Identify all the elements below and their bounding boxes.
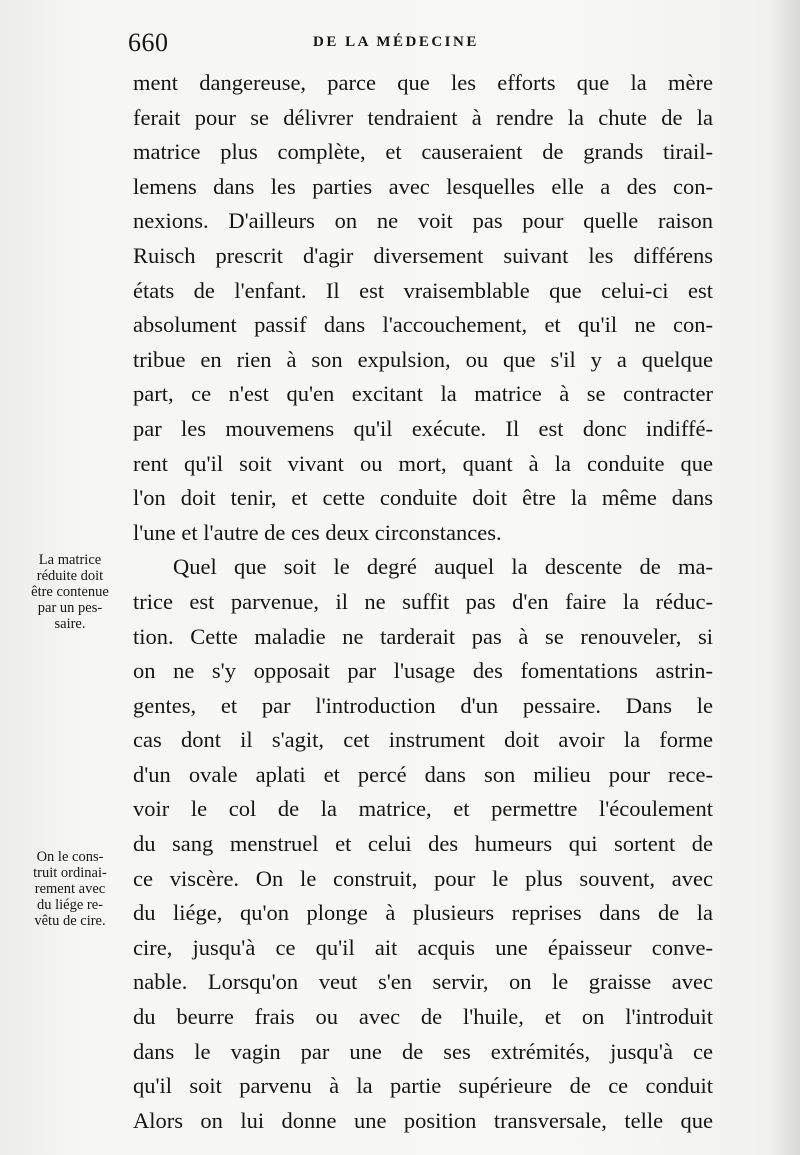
text-line: du beurre frais ou avec de l'huile, et on l'introduit: [133, 1004, 713, 1030]
text-line: cire, jusqu'à ce qu'il ait acquis une épaisseur conve-: [133, 934, 713, 960]
margin-note-line: rement avec: [34, 881, 106, 897]
margin-note-line: La matrice: [38, 552, 102, 568]
margin-note-line: vêtu de cire.: [34, 913, 106, 929]
text-line: l'on doit tenir, et cette conduite doit être la même dans: [133, 485, 713, 511]
text-line: nexions. D'ailleurs on ne voit pas pour quelle raison: [133, 208, 713, 234]
text-line: du liége, qu'on plonge à plusieurs reprises dans de la: [133, 900, 713, 926]
text-line: par les mouvemens qu'il exécute. Il est donc indiffé-: [133, 415, 713, 441]
margin-note: [16, 849, 124, 929]
text-line: tion. Cette maladie ne tarderait pas à se renouveler, si: [133, 623, 713, 649]
running-head: DE LA MÉDECINE: [313, 34, 479, 50]
margin-note-line: truit ordinai-: [33, 865, 107, 881]
text-line: ferait pour se délivrer tendraient à rendre la chute de la: [133, 104, 713, 130]
margin-note-line: du liége re-: [36, 897, 104, 913]
margin-note: [16, 552, 124, 632]
text-line: cas dont il s'agit, cet instrument doit avoir la forme: [133, 727, 713, 753]
text-line: dans le vagin par une de ses extrémités, jusqu'à ce: [133, 1038, 713, 1064]
page-header: [128, 28, 718, 58]
margin-note-line: On le cons-: [36, 849, 104, 865]
text-line: part, ce n'est qu'en excitant la matrice à se contracter: [133, 381, 713, 407]
text-line: Alors on lui donne une position transversale, telle que: [133, 1107, 713, 1133]
text-line: l'une et l'autre de ces deux circonstances.: [133, 519, 502, 545]
text-line: absolument passif dans l'accouchement, et qu'il ne con-: [133, 312, 713, 338]
text-line: états de l'enfant. Il est vraisemblable que celui-ci est: [133, 277, 713, 303]
margin-note-line: saire.: [54, 616, 86, 632]
text-line: tribue en rien à son expulsion, ou que s'il y a quelque: [133, 346, 713, 372]
text-line: Quel que soit le degré auquel la descente de ma-: [173, 554, 713, 580]
text-line: nable. Lorsqu'on veut s'en servir, on le graisse avec: [133, 969, 713, 995]
page-number: 660: [128, 28, 169, 57]
text-line: du sang menstruel et celui des humeurs qui sortent de: [133, 831, 713, 857]
text-line: ment dangereuse, parce que les efforts que la mère: [133, 70, 713, 95]
text-line: Ruisch prescrit d'agir diversement suivant les différens: [133, 242, 713, 268]
text-line: gentes, et par l'introduction d'un pessaire. Dans le: [133, 692, 713, 718]
margin-note-line: être contenue: [31, 584, 109, 600]
margin-note-line: réduite doit: [36, 568, 104, 584]
margin-note-line: par un pes-: [37, 600, 103, 616]
text-line: trice est parvenue, il ne suffit pas d'en faire la réduc-: [133, 588, 713, 614]
text-line: lemens dans les parties avec lesquelles elle a des con-: [133, 173, 713, 199]
text-line: ce viscère. On le construit, pour le plus souvent, avec: [133, 865, 713, 891]
text-line: rent qu'il soit vivant ou mort, quant à la conduite que: [133, 450, 713, 476]
text-line: matrice plus complète, et causeraient de grands tirail-: [133, 139, 713, 165]
text-line: voir le col de la matrice, et permettre l'écoulement: [133, 796, 713, 822]
text-line: on ne s'y opposait par l'usage des fomentations astrin-: [133, 658, 713, 684]
text-line: d'un ovale aplati et percé dans son milieu pour rece-: [133, 761, 713, 787]
body-text: [133, 66, 713, 1138]
text-line: qu'il soit parvenu à la partie supérieure de ce conduit: [133, 1073, 713, 1099]
